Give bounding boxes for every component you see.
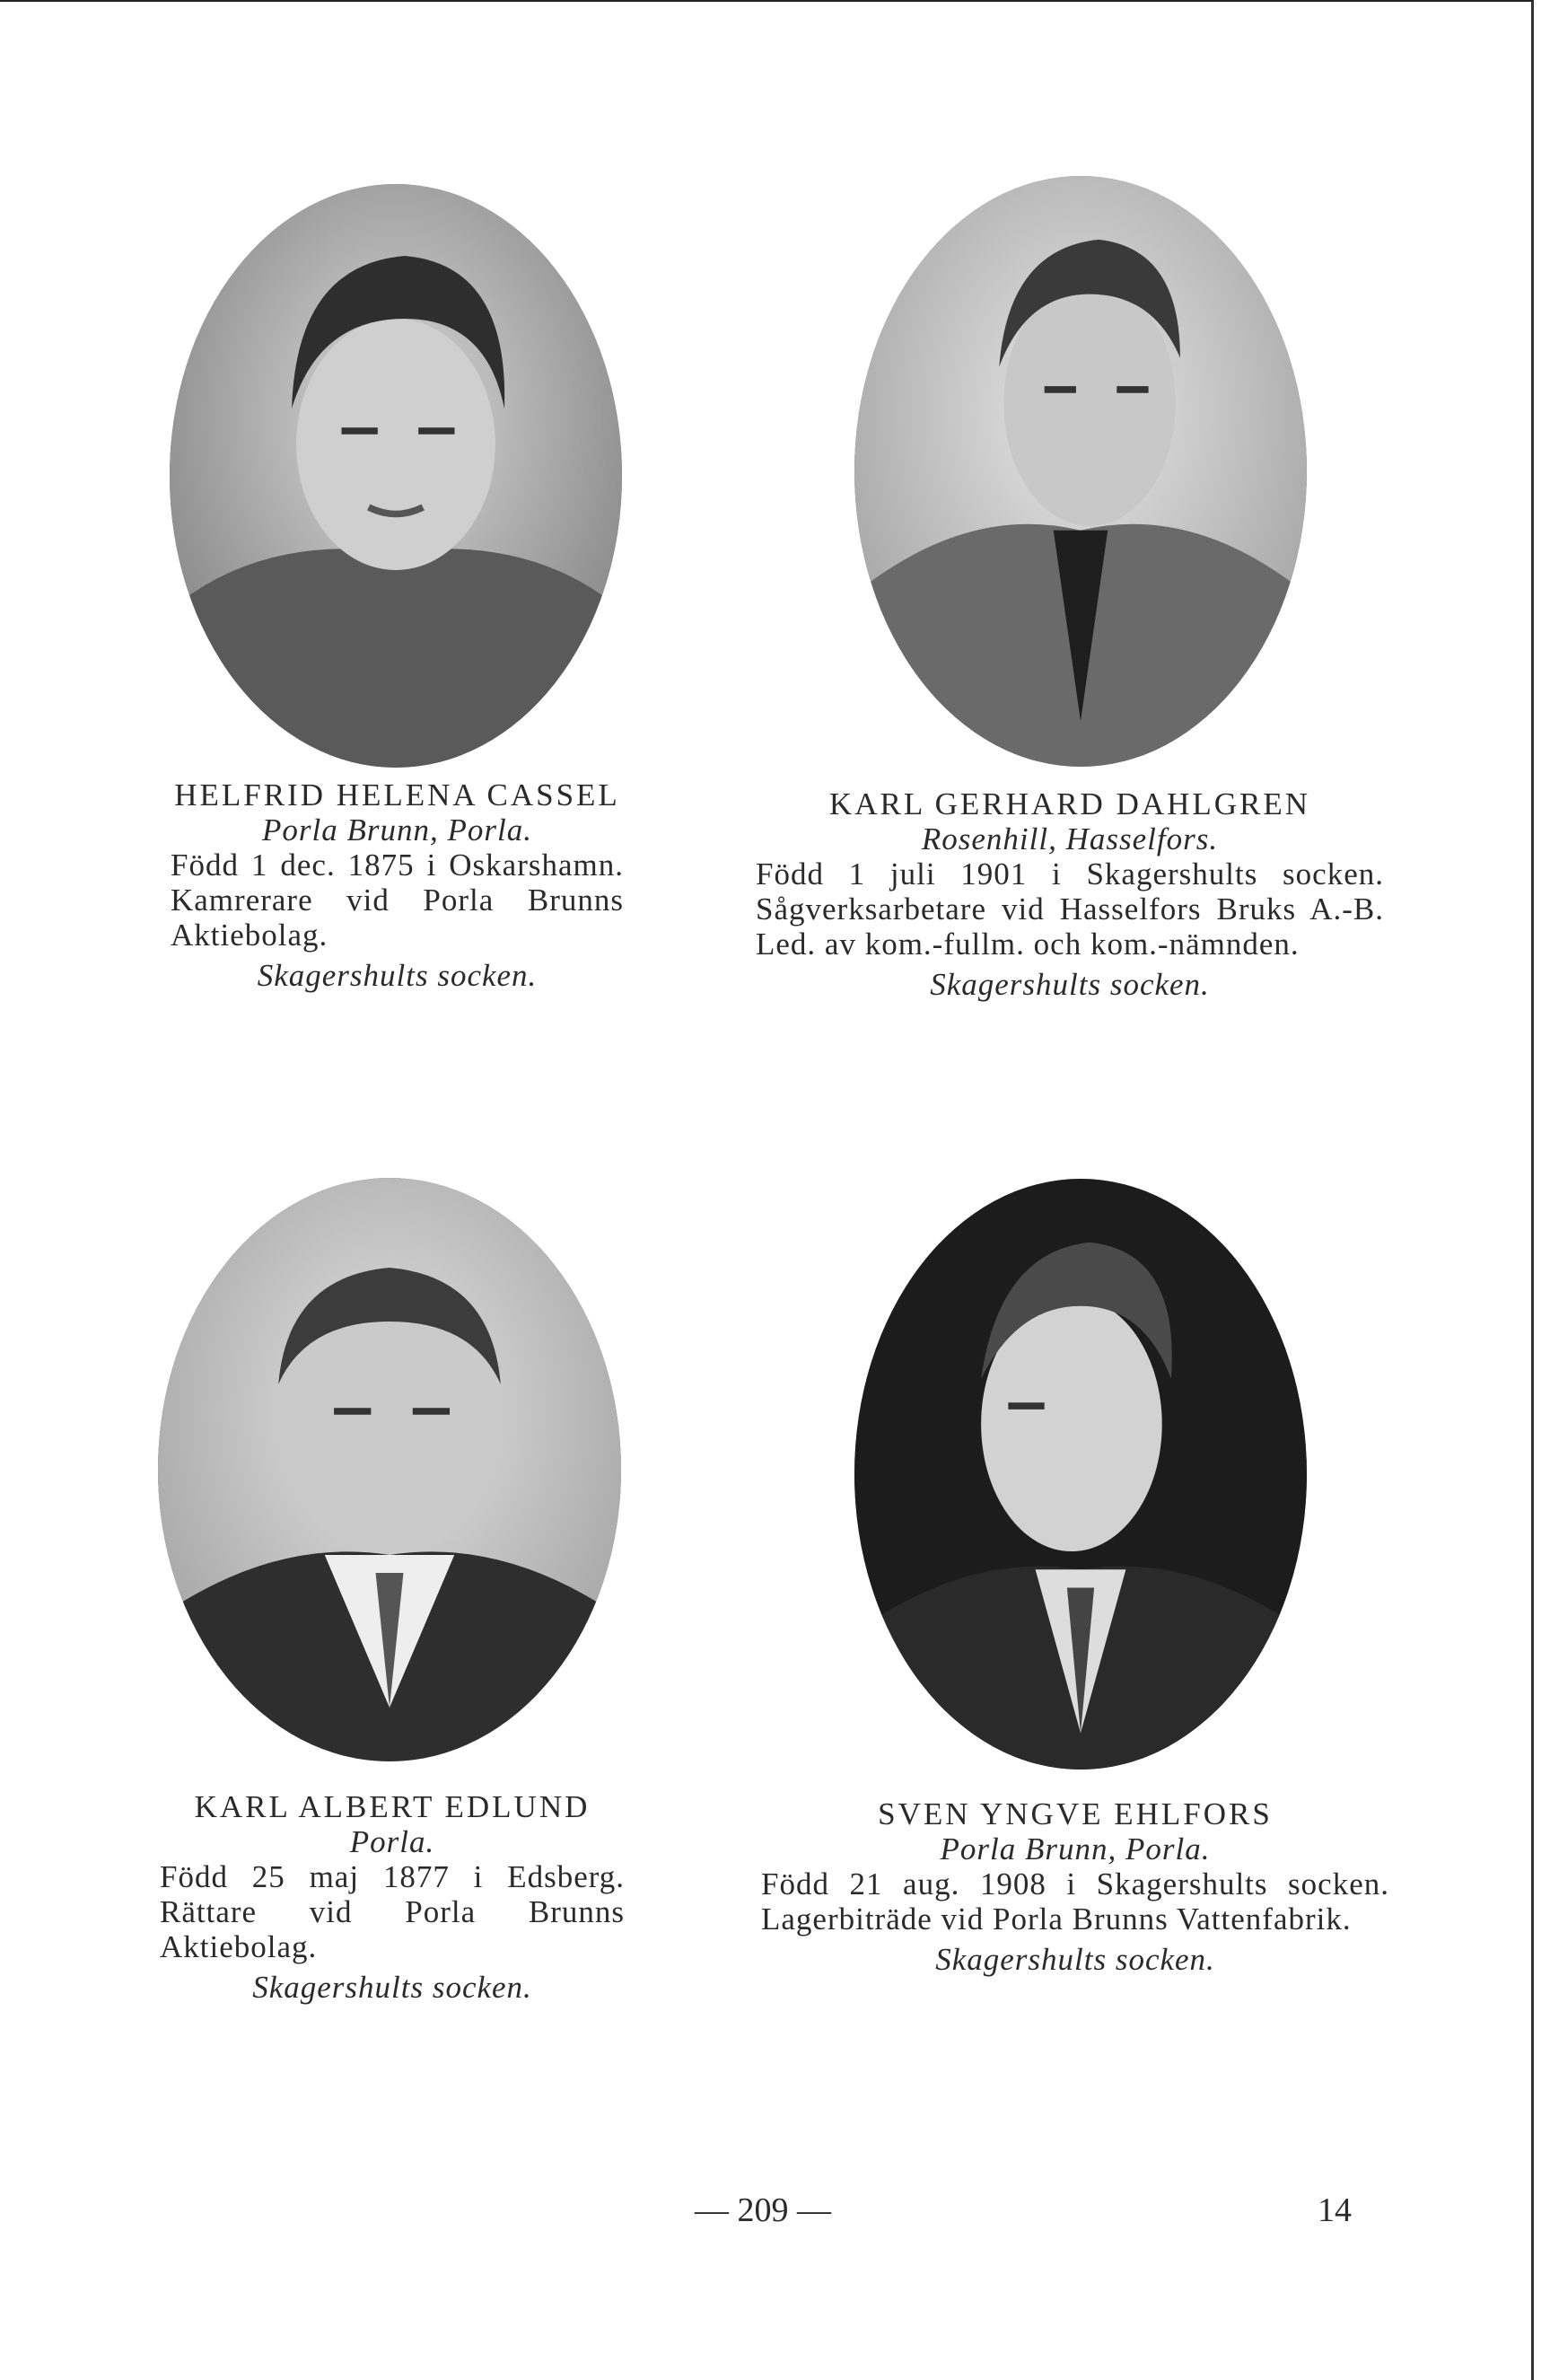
person-name: KARL GERHARD DAHLGREN	[828, 786, 1311, 821]
caption-helfrid-cassel	[171, 777, 624, 993]
caption-karl-edlund	[160, 1789, 625, 2005]
sheet-number: 14	[1318, 2191, 1352, 2229]
person-parish: Skagershults socken.	[252, 1970, 532, 2005]
person-bio: Född 1 dec. 1875 i Oskarshamn. Kamrerare vid Porla Brunns Aktiebolag.	[171, 847, 624, 953]
person-parish: Skagershults socken.	[257, 958, 538, 993]
portrait-karl-dahlgren	[854, 176, 1307, 767]
portrait-sven-ehlfors	[854, 1179, 1307, 1770]
caption-karl-dahlgren	[756, 786, 1384, 1002]
portrait-karl-edlund	[158, 1178, 621, 1761]
person-name: SVEN YNGVE EHLFORS	[878, 1796, 1273, 1831]
portrait-helfrid-cassel	[170, 184, 622, 768]
person-parish: Skagershults socken.	[930, 967, 1210, 1002]
person-parish: Skagershults socken.	[935, 1942, 1215, 1977]
caption-sven-ehlfors	[761, 1796, 1389, 1977]
person-bio: Född 1 juli 1901 i Skagershults socken. Sågverksarbetare vid Hasselfors Bruks A.-B. Led. av kom.-fullm. och kom.-nämnden.	[756, 856, 1384, 962]
person-bio: Född 21 aug. 1908 i Skagershults socken. Lagerbiträde vid Porla Brunns Vattenfabrik.	[761, 1866, 1389, 1936]
person-address: Porla Brunn, Porla.	[262, 812, 532, 847]
person-address: Porla.	[349, 1824, 435, 1859]
page-number: — 209 —	[695, 2191, 831, 2229]
person-name: KARL ALBERT EDLUND	[194, 1789, 591, 1824]
person-bio: Född 25 maj 1877 i Edsberg. Rättare vid Porla Brunns Aktiebolag.	[160, 1859, 625, 1964]
person-address: Rosenhill, Hasselfors.	[921, 821, 1219, 856]
person-address: Porla Brunn, Porla.	[940, 1831, 1211, 1866]
person-name: HELFRID HELENA CASSEL	[174, 777, 620, 812]
